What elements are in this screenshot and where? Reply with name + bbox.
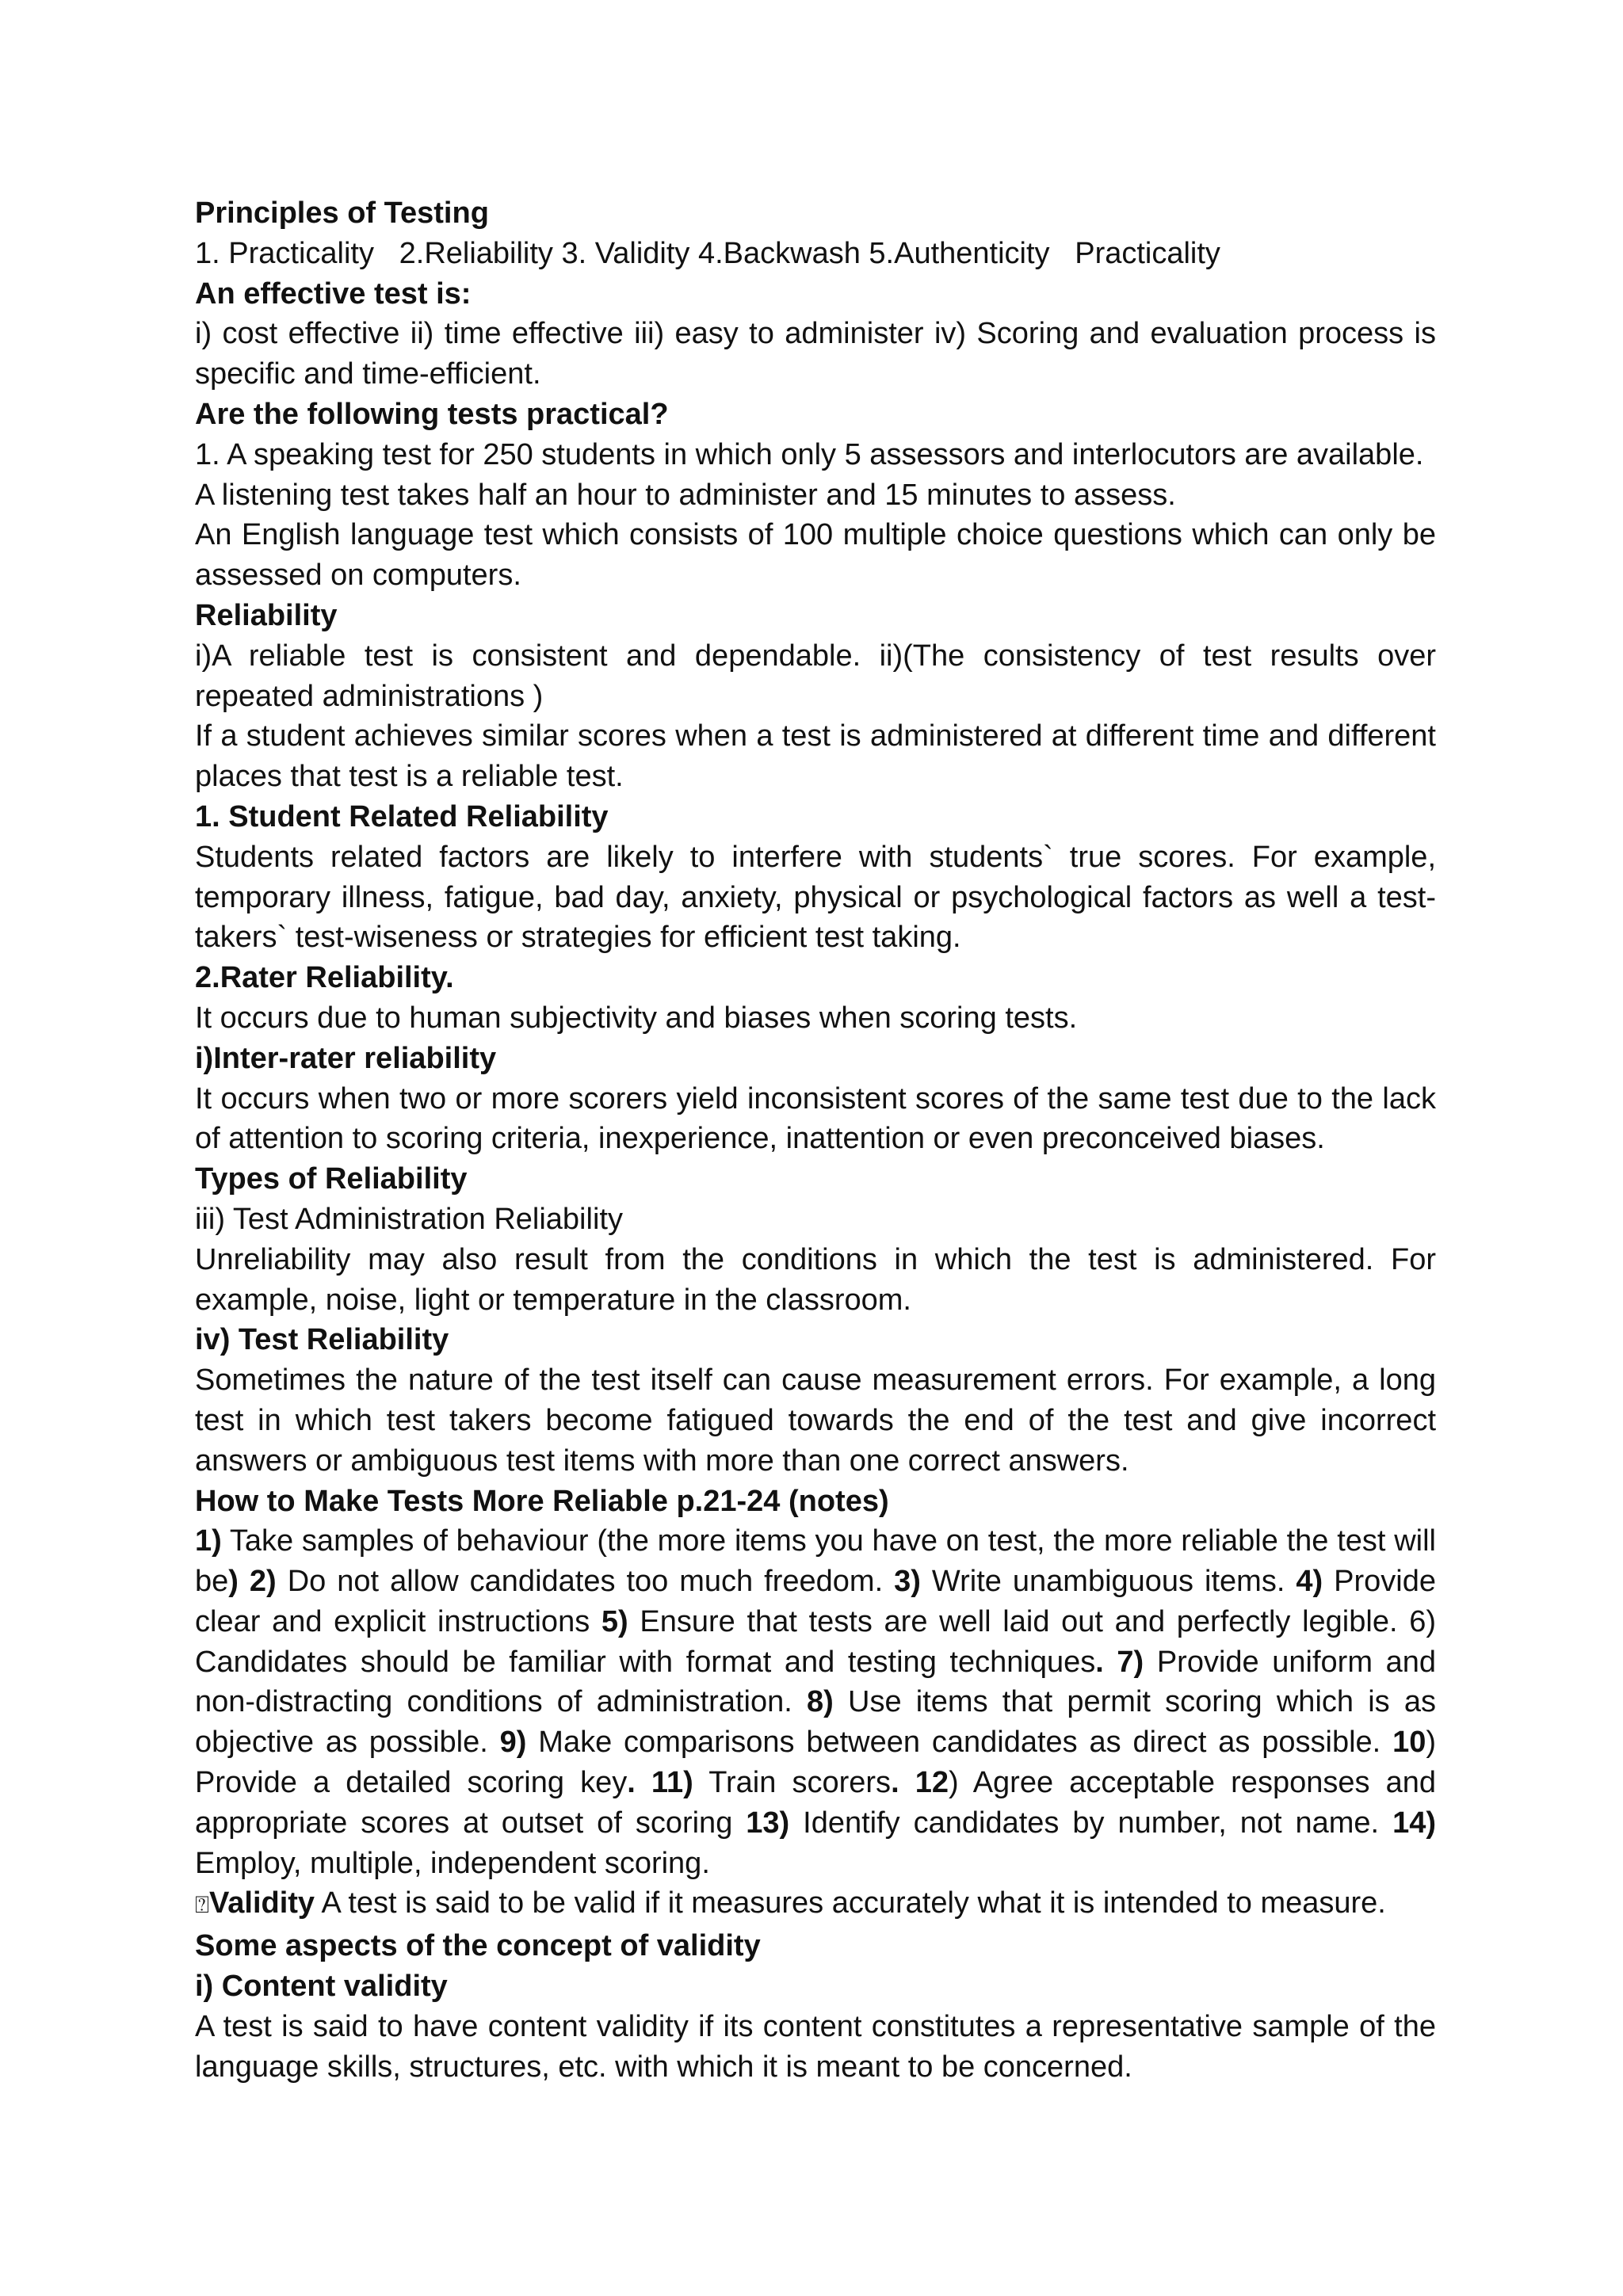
aspects-heading: Some aspects of the concept of validity <box>195 1929 761 1963</box>
test-reliability-heading: iv) Test Reliability <box>195 1323 449 1357</box>
howto-heading: How to Make Tests More Reliable p.21-24 (notes) <box>195 1484 889 1518</box>
admin-reliability-heading: iii) Test Administration Reliability <box>195 1202 623 1236</box>
validity-term: Validity <box>209 1886 315 1920</box>
effective-heading: An effective test is: <box>195 277 472 311</box>
missing-glyph-icon: ⍰ <box>195 1891 209 1920</box>
howto-text-12: ) Agree acceptable responses and appropriate scores at outset of scoring <box>195 1766 1437 1840</box>
howto-num-13: 13) <box>746 1806 790 1840</box>
howto-text-8: Use items that permit scoring which is as objective as possible. <box>195 1685 1437 1760</box>
validity-text: A test is said to be valid if it measures accurately what it is intended to measure. <box>315 1886 1386 1920</box>
howto-num-11: . 11) <box>627 1766 693 1800</box>
reliability-definition: i)A reliable test is consistent and dependable. ii)(The consistency of test results over repeated administrations ) <box>195 639 1436 713</box>
howto-num-4: 4) <box>1296 1565 1323 1599</box>
howto-num-9: 9) <box>499 1726 527 1760</box>
howto-num-5: 5) <box>601 1604 628 1638</box>
howto-text-2: Do not allow candidates too much freedom. <box>276 1565 895 1599</box>
howto-text-11: Train scorers <box>693 1766 892 1800</box>
content-validity-text: A test is said to have content validity if its content constitutes a representative sample of the language skills, structures, etc. with which it is meant to be concerned. <box>195 2009 1436 2084</box>
howto-list <box>195 1521 1436 1883</box>
effective-text: i) cost effective ii) time effective iii) easy to administer iv) Scoring and evaluation process is specific and time-efficient. <box>195 317 1436 391</box>
principles-list: 1. Practicality 2.Reliability 3. Validity 4.Backwash 5.Authenticity Practicality <box>195 236 1220 270</box>
rater-reliability-text: It occurs due to human subjectivity and biases when scoring tests. <box>195 1001 1078 1035</box>
practical-heading: Are the following tests practical? <box>195 397 669 431</box>
howto-text-5: Ensure that tests are well laid out and perfectly legible. 6) Candidates should be familiar with format and testing techniques <box>195 1604 1436 1679</box>
howto-num-8: 8) <box>807 1685 834 1719</box>
howto-num-3: 3) <box>894 1565 921 1599</box>
document-page <box>195 193 1436 2087</box>
howto-text-10: ) Provide a detailed scoring key <box>195 1726 1436 1800</box>
types-heading: Types of Reliability <box>195 1162 468 1196</box>
admin-reliability-text: Unreliability may also result from the conditions in which the test is administered. For example, noise, light or temperature in the classroom. <box>195 1242 1436 1317</box>
howto-text-4: Provide clear and explicit instructions <box>195 1565 1437 1638</box>
content-validity-heading: i) Content validity <box>195 1970 448 2004</box>
howto-num-1: 1) <box>195 1524 222 1558</box>
howto-num-6: . <box>1095 1645 1104 1679</box>
howto-num-10: 10 <box>1392 1726 1426 1760</box>
howto-num-2: ) 2) <box>228 1565 277 1599</box>
practical-item-2: A listening test takes half an hour to administer and 15 minutes to assess. <box>195 478 1176 512</box>
reliability-heading: Reliability <box>195 598 338 632</box>
inter-rater-heading: i)Inter-rater reliability <box>195 1041 497 1075</box>
howto-text-6 <box>1104 1646 1117 1679</box>
howto-num-7: 7) <box>1117 1645 1144 1679</box>
practical-item-1: 1. A speaking test for 250 students in which only 5 assessors and interlocutors are available. <box>195 437 1424 471</box>
student-reliability-text: Students related factors are likely to interfere with students` true scores. For example, temporary illness, fatigue, bad day, anxiety, physical or psychological factors as well a test-takers` test-wiseness or strategies for efficient test taking. <box>195 840 1436 955</box>
howto-num-12: . 12 <box>891 1766 949 1800</box>
howto-text-14: Employ, multiple, independent scoring. <box>195 1846 710 1880</box>
page-title: Principles of Testing <box>195 196 489 230</box>
reliability-example: If a student achieves similar scores when a test is administered at different time and different places that test is a reliable test. <box>195 719 1436 794</box>
howto-num-14: 14) <box>1392 1806 1436 1840</box>
test-reliability-text: Sometimes the nature of the test itself can cause measurement errors. For example, a long test in which test takers become fatigued towards the end of the test and give incorrect answers or ambiguous test items with more than one correct answers. <box>195 1363 1436 1478</box>
validity-definition <box>195 1883 1436 1926</box>
practical-item-3: An English language test which consists of 100 multiple choice questions which can only be assessed on computers. <box>195 518 1436 593</box>
howto-text-13: Identify candidates by number, not name. <box>789 1806 1393 1840</box>
rater-reliability-heading: 2.Rater Reliability. <box>195 961 454 995</box>
inter-rater-text: It occurs when two or more scorers yield inconsistent scores of the same test due to the lack of attention to scoring criteria, inexperience, inattention or even preconceived biases. <box>195 1081 1436 1156</box>
howto-text-9: Make comparisons between candidates as direct as possible. <box>526 1726 1393 1760</box>
howto-text-3: Write unambiguous items. <box>920 1565 1296 1599</box>
howto-text-1: Take samples of behaviour (the more items you have on test, the more reliable the test will be <box>195 1524 1436 1599</box>
student-reliability-heading: 1. Student Related Reliability <box>195 799 609 833</box>
howto-text-7: Provide uniform and non-distracting conditions of administration. <box>195 1645 1436 1719</box>
